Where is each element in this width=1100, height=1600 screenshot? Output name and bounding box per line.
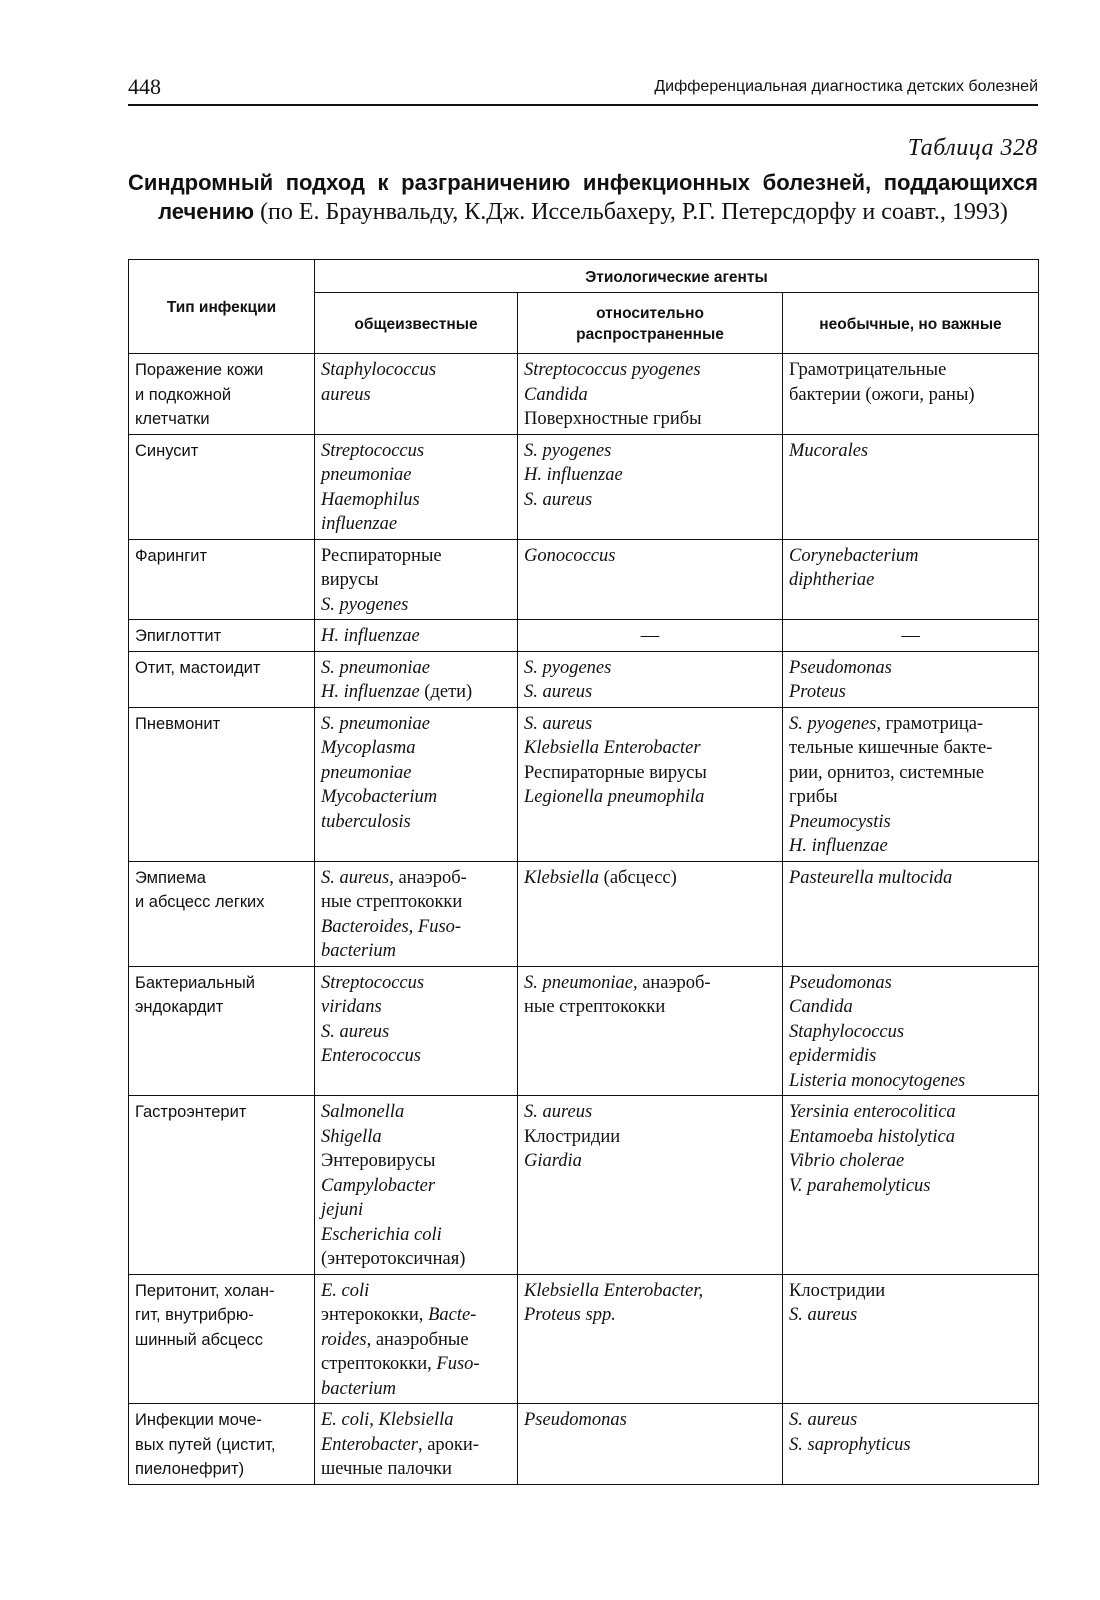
agent-text: Респираторные вирусы <box>524 762 707 783</box>
agent-line <box>789 1069 1032 1094</box>
agent-line <box>321 1279 511 1304</box>
table-row <box>129 434 1039 539</box>
agent-line <box>321 736 511 761</box>
agent-line <box>524 866 776 891</box>
agent-name-italic: Proteus spp. <box>524 1305 616 1325</box>
agent-name-italic: Pasteurella multocida <box>789 867 953 888</box>
infection-table <box>128 259 1039 1485</box>
agent-line <box>789 866 1032 891</box>
agent-name-italic: Proteus <box>789 682 846 702</box>
table-row <box>129 651 1039 707</box>
infection-type-line: Эмпиема <box>135 868 206 887</box>
agent-text: грамотрица- <box>880 713 984 734</box>
agent-name-italic: Mycobacterium <box>321 787 438 807</box>
cell-infection-type <box>129 1404 315 1485</box>
agent-name-italic: Salmonella <box>321 1102 405 1122</box>
agent-name-italic: pneumoniae <box>321 465 412 485</box>
agent-line <box>789 736 1032 761</box>
agent-name-italic: Pseudomonas <box>524 1410 627 1430</box>
cell-common <box>315 1404 518 1485</box>
cell-unusual <box>783 651 1039 707</box>
agent-line <box>789 656 1032 681</box>
agent-line <box>321 1352 511 1377</box>
agent-line <box>321 810 511 835</box>
agent-name-italic: Haemophilus <box>321 489 420 510</box>
agent-line <box>789 358 1032 383</box>
agent-name-italic: S. pneumoniae <box>321 713 430 734</box>
table-title-main: Синдромный подход к разграничению инфекционных болезней, поддающихся лечению <box>128 170 1038 224</box>
agent-name-italic: S. aureus <box>524 489 593 510</box>
agent-line <box>321 1457 511 1482</box>
agent-line <box>321 488 511 513</box>
cell-unusual <box>783 354 1039 435</box>
agent-line <box>321 866 511 891</box>
agent-name-italic: Klebsiella Enterobacter, <box>524 1280 704 1301</box>
agent-name-italic: Fuso- <box>436 1354 480 1374</box>
agent-text: шечные палочки <box>321 1459 452 1479</box>
agent-line <box>524 544 776 569</box>
table-body <box>129 354 1039 1485</box>
cell-common <box>315 651 518 707</box>
infection-type-line: пиелонефрит) <box>135 1460 245 1478</box>
agent-line <box>321 680 511 705</box>
agent-text: Поверхностные грибы <box>524 409 702 429</box>
agent-line <box>789 712 1032 737</box>
cell-relatively <box>518 651 783 707</box>
agent-name-italic: S. pyogenes <box>524 657 612 678</box>
agent-name-italic: influenzae <box>321 514 398 534</box>
cell-infection-type <box>129 434 315 539</box>
cell-infection-type <box>129 1274 315 1404</box>
agent-line <box>789 1303 1032 1328</box>
agent-line <box>524 785 776 810</box>
agent-text: бактерии (ожоги, раны) <box>789 384 975 405</box>
agent-line <box>321 656 511 681</box>
agent-line <box>321 1433 511 1458</box>
agent-name-italic: S. saprophyticus <box>789 1434 911 1455</box>
infection-type-line: клетчатки <box>135 410 210 428</box>
infection-type-line: шинный абсцесс <box>135 1330 263 1349</box>
agent-line <box>321 463 511 488</box>
agent-line <box>524 488 776 513</box>
agent-name-italic: H. influenzae <box>789 836 888 856</box>
agent-name-italic: bacterium <box>321 941 397 961</box>
cell-infection-type <box>129 1096 315 1275</box>
agent-line <box>789 1408 1032 1433</box>
cell-relatively <box>518 966 783 1096</box>
agent-line <box>524 439 776 464</box>
agent-line <box>321 939 511 964</box>
agent-name-italic: pneumoniae <box>321 762 412 783</box>
agent-name-italic: S. pyogenes <box>321 594 409 615</box>
agent-line <box>321 1408 511 1433</box>
agent-name-italic: Streptococcus pyogenes <box>524 360 701 380</box>
agent-text: Респираторные <box>321 545 442 566</box>
header-common: общеизвестные <box>315 293 518 354</box>
agent-name-italic: S. aureus <box>524 682 593 702</box>
agent-text: Клостридии <box>524 1126 621 1147</box>
table-title <box>128 168 1038 227</box>
agent-text: Грамотрицательные <box>789 360 947 380</box>
agent-text: , анаэробные <box>366 1329 469 1350</box>
agent-text: — <box>640 626 660 646</box>
agent-text: (абсцесс) <box>599 867 677 888</box>
infection-type-line: и подкожной <box>135 385 232 404</box>
agent-line <box>789 834 1032 859</box>
agent-name-italic: Streptococcus <box>321 440 425 461</box>
agent-line <box>321 1377 511 1402</box>
agent-name-italic: diphtheriae <box>789 570 875 590</box>
agent-name-italic: S. pneumoniae <box>524 972 633 993</box>
agent-line <box>321 995 511 1020</box>
agent-name-italic: Shigella <box>321 1126 382 1147</box>
agent-line <box>789 544 1032 569</box>
agent-name-italic: Legionella pneumophila <box>524 787 705 807</box>
agent-text: , анаэроб- <box>389 867 467 888</box>
cell-relatively <box>518 354 783 435</box>
header-relatively-common: относительно распространенные <box>518 293 783 354</box>
agent-name-italic: Pseudomonas <box>789 972 892 993</box>
agent-line <box>321 915 511 940</box>
agent-line <box>524 1100 776 1125</box>
agent-line <box>524 680 776 705</box>
agent-line <box>524 463 776 488</box>
agent-line <box>321 971 511 996</box>
agent-line <box>321 1223 511 1248</box>
cell-relatively <box>518 539 783 620</box>
agent-text: Энтеровирусы <box>321 1151 436 1171</box>
table-row <box>129 354 1039 435</box>
agent-line <box>321 712 511 737</box>
agent-line <box>789 761 1032 786</box>
agent-line <box>789 383 1032 408</box>
table-row <box>129 861 1039 966</box>
cell-common <box>315 1274 518 1404</box>
cell-relatively <box>518 620 783 652</box>
infection-type-line: Инфекции моче- <box>135 1411 262 1429</box>
agent-name-italic: Candida <box>524 384 588 405</box>
agent-line <box>789 1149 1032 1174</box>
agent-line <box>321 1328 511 1353</box>
infection-type-line: Перитонит, холан- <box>135 1281 275 1300</box>
agent-name-italic: Escherichia coli <box>321 1224 442 1245</box>
cell-common <box>315 434 518 539</box>
agent-name-italic: Listeria monocytogenes <box>789 1070 966 1091</box>
agent-line <box>524 761 776 786</box>
agent-name-italic: Streptococcus <box>321 972 425 993</box>
agent-name-italic: S. pneumoniae <box>321 657 430 678</box>
cell-relatively <box>518 1274 783 1404</box>
agent-line <box>321 761 511 786</box>
agent-line <box>524 1408 776 1433</box>
agent-text: , анаэроб- <box>632 972 711 993</box>
agent-name-italic: Pneumocystis <box>789 811 891 832</box>
agent-name-italic: S. aureus <box>524 1102 593 1122</box>
agent-name-italic: S. aureus <box>321 867 390 888</box>
table-row <box>129 1404 1039 1485</box>
cell-infection-type <box>129 651 315 707</box>
agent-name-italic: Yersinia enterocolitica <box>789 1102 956 1122</box>
agent-line <box>524 358 776 383</box>
header-unusual-important: необычные, но важные <box>783 293 1039 354</box>
page-number: 448 <box>128 74 161 99</box>
agent-name-italic: S. aureus <box>789 1410 858 1430</box>
agent-text: ные стрептококки <box>524 997 666 1017</box>
agent-line <box>524 995 776 1020</box>
cell-unusual <box>783 1274 1039 1404</box>
agent-name-italic: bacterium <box>321 1378 397 1399</box>
agent-name-italic: E. coli <box>321 1280 370 1301</box>
agent-name-italic: S. aureus <box>321 1021 390 1042</box>
agent-line <box>321 1247 511 1272</box>
cell-infection-type <box>129 861 315 966</box>
table-row <box>129 1096 1039 1275</box>
agent-line <box>321 544 511 569</box>
cell-relatively <box>518 1096 783 1275</box>
agent-line <box>789 1125 1032 1150</box>
agent-line <box>524 1125 776 1150</box>
agent-line <box>321 1044 511 1069</box>
agent-name-italic: Candida <box>789 997 853 1017</box>
cell-unusual <box>783 861 1039 966</box>
cell-unusual <box>783 620 1039 652</box>
cell-common <box>315 707 518 861</box>
agent-name-italic: Vibrio cholerae <box>789 1151 905 1171</box>
agent-name-italic: S. pyogenes, <box>789 713 881 734</box>
agent-name-italic: Bacteroides, Fuso- <box>321 916 462 937</box>
agent-line <box>321 512 511 537</box>
agent-line <box>524 1149 776 1174</box>
infection-type-line: вых путей (цистит, <box>135 1435 276 1454</box>
agent-text: (энтеротоксичная) <box>321 1249 466 1269</box>
cell-infection-type <box>129 539 315 620</box>
cell-infection-type <box>129 966 315 1096</box>
agent-text: (дети) <box>419 682 473 702</box>
table-row <box>129 707 1039 861</box>
agent-name-italic: Enterococcus <box>321 1046 421 1066</box>
agent-line <box>321 568 511 593</box>
agent-name-italic: S. pyogenes <box>524 440 612 461</box>
infection-type-line: Синусит <box>135 441 199 460</box>
agent-line <box>789 1044 1032 1069</box>
agent-text: , ароки- <box>417 1434 479 1455</box>
agent-line <box>789 568 1032 593</box>
agent-line <box>321 1174 511 1199</box>
table-label: Таблица 328 <box>907 135 1038 161</box>
infection-type-line: Бактериальный <box>135 973 255 992</box>
agent-name-italic: jejuni <box>321 1200 364 1220</box>
cell-unusual <box>783 1404 1039 1485</box>
agent-name-italic: H. influenzae <box>321 626 420 646</box>
agent-name-italic: Entamoeba histolytica <box>789 1126 955 1147</box>
agent-text: вирусы <box>321 570 379 590</box>
cell-infection-type <box>129 707 315 861</box>
header-etiologic-agents: Этиологические агенты <box>315 260 1039 293</box>
agent-name-italic: E. coli, Klebsiella <box>321 1410 454 1430</box>
agent-line <box>789 1279 1032 1304</box>
agent-line <box>524 1303 776 1328</box>
agent-line <box>524 624 776 649</box>
agent-name-italic: Staphylococcus <box>321 360 437 380</box>
agent-text: рии, орнитоз, системные <box>789 762 985 783</box>
cell-common <box>315 966 518 1096</box>
table-title-source: (по Е. Браунвальду, К.Дж. Иссельбахеру, Р.Г. Петерсдорфу и соавт., 1993) <box>254 199 1008 225</box>
agent-line <box>321 358 511 383</box>
infection-type-line: Фарингит <box>135 546 208 565</box>
agent-name-italic: V. parahemolyticus <box>789 1175 931 1196</box>
infection-type-line: Эпиглоттит <box>135 627 222 645</box>
agent-line <box>524 1279 776 1304</box>
agent-line <box>524 971 776 996</box>
agent-line <box>321 1303 511 1328</box>
agent-line <box>789 995 1032 1020</box>
agent-name-italic: Giardia <box>524 1151 582 1171</box>
header-infection-type: Тип инфекции <box>129 260 315 354</box>
table-row <box>129 1274 1039 1404</box>
agent-text: Клостридии <box>789 1280 886 1301</box>
agent-line <box>321 785 511 810</box>
agent-line <box>789 1100 1032 1125</box>
running-title: Дифференциальная диагностика детских болезней <box>654 78 1038 95</box>
agent-name-italic: Bacte- <box>428 1305 477 1325</box>
agent-line <box>524 383 776 408</box>
agent-line <box>524 736 776 761</box>
infection-type-line: эндокардит <box>135 998 224 1016</box>
agent-name-italic: S. aureus <box>524 713 593 734</box>
cell-infection-type <box>129 620 315 652</box>
agent-name-italic: roides <box>321 1329 367 1350</box>
agent-line <box>321 1100 511 1125</box>
agent-line <box>524 656 776 681</box>
cell-relatively <box>518 1404 783 1485</box>
agent-line <box>789 971 1032 996</box>
agent-name-italic: Klebsiella Enterobacter <box>524 738 701 758</box>
agent-line <box>321 439 511 464</box>
agent-name-italic: H. influenzae <box>321 682 420 702</box>
agent-text: энтерококки, <box>321 1305 429 1325</box>
cell-relatively <box>518 707 783 861</box>
agent-line <box>321 1125 511 1150</box>
agent-line <box>789 680 1032 705</box>
agent-name-italic: Gonococcus <box>524 545 616 566</box>
cell-unusual <box>783 539 1039 620</box>
agent-line <box>524 712 776 737</box>
cell-unusual <box>783 707 1039 861</box>
agent-line <box>321 1149 511 1174</box>
agent-name-italic: Corynebacterium <box>789 545 919 566</box>
cell-common <box>315 861 518 966</box>
agent-line <box>789 1174 1032 1199</box>
agent-name-italic: aureus <box>321 384 371 405</box>
agent-line <box>789 439 1032 464</box>
infection-type-line: Пневмонит <box>135 714 221 733</box>
agent-line <box>789 785 1032 810</box>
table-row <box>129 620 1039 652</box>
agent-text: ные стрептококки <box>321 892 463 912</box>
agent-name-italic: tuberculosis <box>321 811 411 832</box>
agent-name-italic: H. influenzae <box>524 465 623 485</box>
infection-type-line: Поражение кожи <box>135 361 264 379</box>
table-row <box>129 966 1039 1096</box>
agent-line <box>321 890 511 915</box>
infection-type-line: и абсцесс легких <box>135 893 265 911</box>
agent-name-italic: Mycoplasma <box>321 738 416 758</box>
agent-line <box>789 1020 1032 1045</box>
agent-line <box>321 624 511 649</box>
agent-name-italic: viridans <box>321 997 382 1017</box>
agent-line <box>789 810 1032 835</box>
agent-name-italic: S. aureus <box>789 1305 858 1325</box>
agent-name-italic: Enterobacter <box>321 1434 418 1455</box>
agent-name-italic: Pseudomonas <box>789 657 892 678</box>
infection-type-line: Гастроэнтерит <box>135 1103 247 1121</box>
cell-unusual <box>783 966 1039 1096</box>
cell-relatively <box>518 861 783 966</box>
cell-common <box>315 354 518 435</box>
agent-text: тельные кишечные бакте- <box>789 738 993 758</box>
table-row <box>129 539 1039 620</box>
infection-type-line: гит, внутрибрю- <box>135 1306 254 1324</box>
agent-line <box>321 1020 511 1045</box>
agent-name-italic: epidermidis <box>789 1046 877 1066</box>
cell-relatively <box>518 434 783 539</box>
agent-line <box>524 407 776 432</box>
cell-infection-type <box>129 354 315 435</box>
agent-name-italic: Staphylococcus <box>789 1021 905 1042</box>
agent-text: грибы <box>789 787 838 807</box>
cell-unusual <box>783 1096 1039 1275</box>
agent-name-italic: Campylobacter <box>321 1175 436 1196</box>
cell-common <box>315 1096 518 1275</box>
table-header-row-1 <box>129 260 1039 293</box>
agent-line <box>321 383 511 408</box>
agent-text: стрептококки, <box>321 1354 437 1374</box>
infection-type-line: Отит, мастоидит <box>135 658 261 677</box>
cell-unusual <box>783 434 1039 539</box>
cell-common <box>315 539 518 620</box>
page-header <box>128 72 1038 106</box>
agent-name-italic: Mucorales <box>789 440 869 461</box>
agent-name-italic: Klebsiella <box>524 867 600 888</box>
agent-line <box>789 1433 1032 1458</box>
agent-text: — <box>901 626 920 646</box>
agent-line <box>321 593 511 618</box>
agent-line <box>321 1198 511 1223</box>
cell-common <box>315 620 518 652</box>
agent-line <box>789 624 1032 649</box>
